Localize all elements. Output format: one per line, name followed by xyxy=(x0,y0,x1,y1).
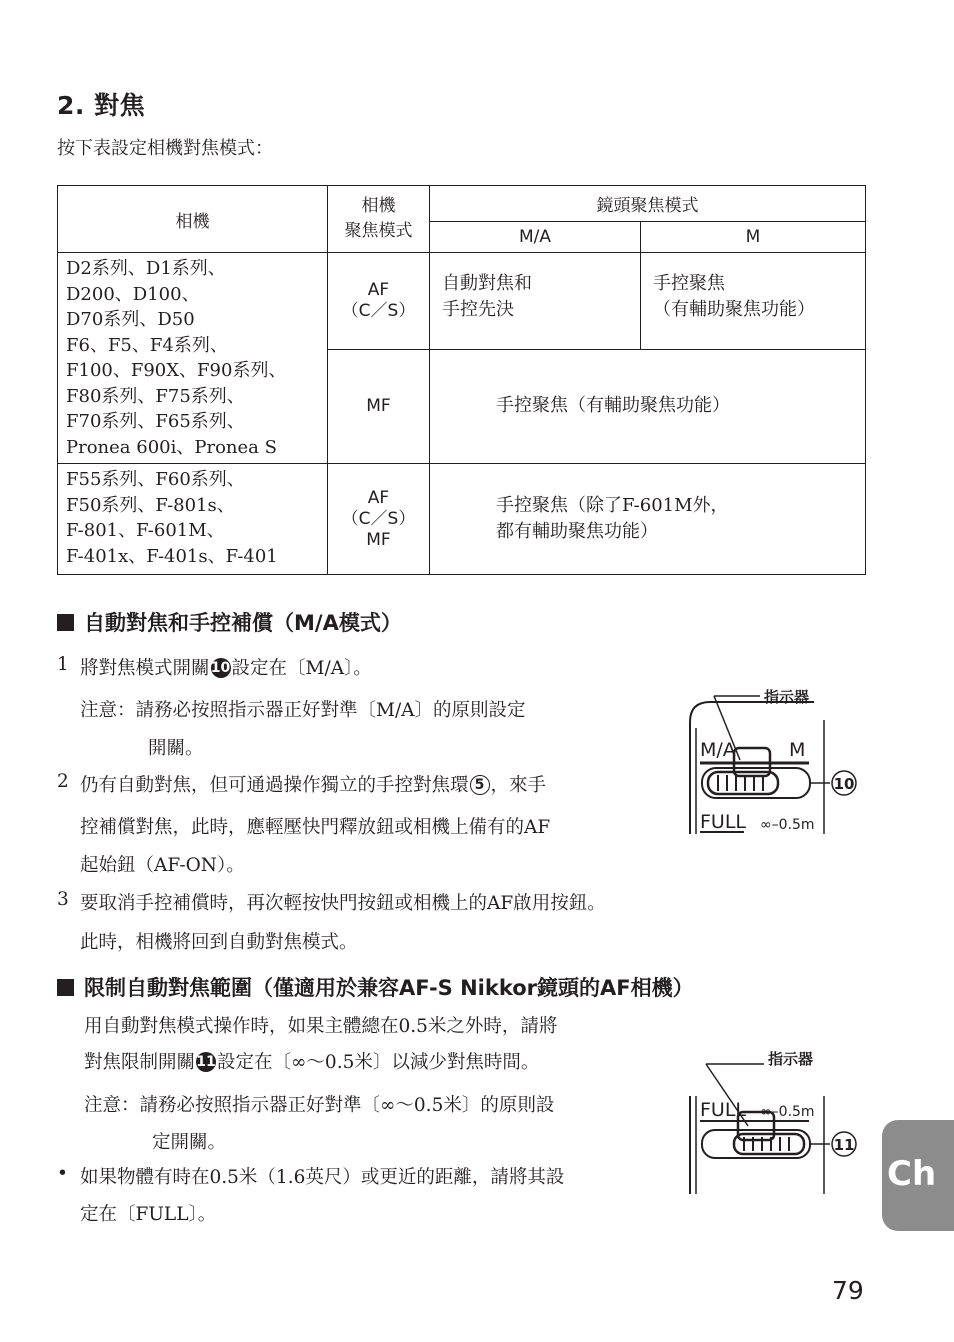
page-number: 79 xyxy=(832,1276,864,1305)
callout-11-label: 11 xyxy=(833,1136,855,1154)
row1-mf-mode: MF xyxy=(328,349,430,463)
ma-label: M/A xyxy=(700,739,736,761)
callout-10-label: 10 xyxy=(833,775,855,793)
step-1-text: 將對焦模式開關10設定在〔M/A〕。 xyxy=(80,658,372,679)
step-2-line-3: 起始鈕（AF-ON）。 xyxy=(80,855,245,876)
step-2-line-2: 控補償對焦，此時，應輕壓快門釋放鈕或相機上備有的AF xyxy=(80,817,551,838)
note-2-line-1: 注意：請務必按照指示器正好對準〔∞～0.5米〕的原則設 xyxy=(84,1095,555,1116)
square-bullet-icon xyxy=(57,979,74,996)
row1-mf-cell: 手控聚焦（有輔助聚焦功能） xyxy=(430,349,866,463)
limit-para-line-1: 用自動對焦模式操作時，如果主體總在0.5米之外時，請將 xyxy=(84,1016,558,1037)
section-title: 2. 對焦 xyxy=(57,91,146,120)
step-3-line-2: 此時，相機將回到自動對焦模式。 xyxy=(80,932,358,953)
step-3-number: 3 xyxy=(57,889,69,910)
indicator-label: 指示器 xyxy=(764,688,810,706)
step-1-number: 1 xyxy=(57,654,69,675)
callout-10-icon: 10 xyxy=(210,660,231,676)
header-camera: 相機 xyxy=(58,186,328,253)
callout-11-icon: 11 xyxy=(196,1054,216,1070)
row2-cell: 手控聚焦（除了F-601M外， 都有輔助聚焦功能） xyxy=(430,464,866,575)
full-label: FULL xyxy=(700,1099,747,1121)
m-label: M xyxy=(789,739,806,761)
step-2-number: 2 xyxy=(57,771,69,792)
indicator-label: 指示器 xyxy=(768,1050,814,1068)
row2-cameras: F55系列、F60系列、 F50系列、F-801s、 F-801、F-601M、 F-401x、F-401s、F-401 xyxy=(58,464,328,575)
limit-para-line-2: 對焦限制開關11設定在〔∞～0.5米〕以減少對焦時間。 xyxy=(84,1052,540,1073)
ma-mode-heading: 自動對焦和手控補償（M/A模式） xyxy=(57,607,402,637)
limit-switch-figure xyxy=(684,1040,864,1196)
range-label: ∞–0.5m xyxy=(760,817,815,833)
header-m: M xyxy=(641,222,866,253)
focus-mode-table xyxy=(57,185,866,575)
step-2-line-1: 仍有自動對焦，但可通過操作獨立的手控對焦環 5 ，來手 xyxy=(80,775,547,796)
step-3-line-1: 要取消手控補償時，再次輕按快門按鈕或相機上的AF啟用按鈕。 xyxy=(80,893,606,914)
row1-af-m-cell: 手控聚焦 （有輔助聚焦功能） xyxy=(641,253,866,350)
ma-switch-figure xyxy=(684,680,864,836)
row1-cameras: D2系列、D1系列、 D200、D100、 D70系列、D50 F6、F5、F4系列、 F100、F90X、F90系列、 F80系列、F75系列、 F70系列、F65系列、 Pronea 600i、Pronea S xyxy=(58,253,328,464)
bullet-line-1: 如果物體有時在0.5米（1.6英尺）或更近的距離，請將其設 xyxy=(80,1167,565,1188)
intro-text: 按下表設定相機對焦模式： xyxy=(57,138,273,159)
header-camera-focus-mode: 相機 聚焦模式 xyxy=(328,186,430,253)
bullet-line-2: 定在〔FULL〕。 xyxy=(80,1204,217,1225)
row1-af-mode: AF （C／S） xyxy=(328,253,430,350)
callout-5-icon: 5 xyxy=(470,775,490,795)
header-lens-focus-mode: 鏡頭聚焦模式 xyxy=(430,186,866,222)
range-label: ∞–0.5m xyxy=(760,1104,815,1120)
note-2-line-2: 定開關。 xyxy=(152,1132,227,1153)
header-ma: M/A xyxy=(430,222,641,253)
bullet-dot: • xyxy=(57,1163,68,1184)
chapter-tab: Ch xyxy=(882,1120,954,1231)
af-limit-heading: 限制自動對焦範圍（僅適用於兼容AF-S Nikkor鏡頭的AF相機） xyxy=(57,972,694,1002)
note-1-line-1: 注意：請務必按照指示器正好對準〔M/A〕的原則設定 xyxy=(80,700,526,721)
full-label: FULL xyxy=(700,811,747,833)
row2-mode: AF （C／S） MF xyxy=(328,464,430,575)
row1-af-ma-cell: 自動對焦和 手控先決 xyxy=(430,253,641,350)
square-bullet-icon xyxy=(57,614,74,631)
note-1-line-2: 開關。 xyxy=(148,738,204,759)
